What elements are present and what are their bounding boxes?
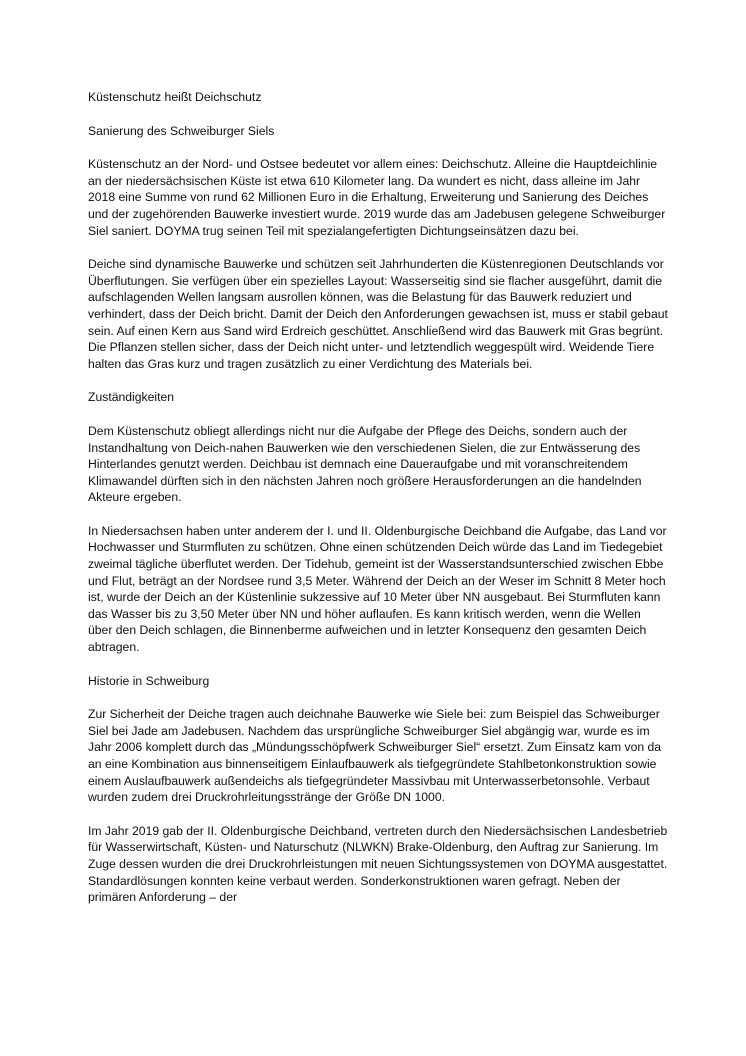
intro-paragraph: Küstenschutz an der Nord- und Ostsee bedeutet vor allem eines: Deichschutz. Alleine die Hauptdeichlinie an der niedersächsischen Küste ist etwa 610 Kilometer lang. Da wundert es nicht, dass alleine im Jahr 2018 eine Summe von rund 62 Millionen Euro in die Erhaltung, Erweiterung und Sanierung des Deiches und der zugehörenden Bauwerke investiert wurde. 2019 wurde das am Jadebusen gelegene Schweiburger Siel saniert. DOYMA trug seinen Teil mit spezialangefertigten Dichtungseinsätzen dazu bei. — [88, 157, 666, 238]
paragraph-niedersachsen: In Niedersachsen haben unter anderem der I. und II. Oldenburgische Deichband die Aufgabe, das Land vor Hochwasser und Sturmfluten zu schützen. Ohne einen schützenden Deich würde das Land im Tiedegebiet zweimal tägliche überflutet werden. Der Tidehub, gemeint ist der Wasserstandsunterschied zwischen Ebbe und Flut, beträgt an der Nordsee rund 3,5 Meter. Während der Deich an der Weser im Schnitt 8 Meter hoch ist, wurde der Deich an der Küstenlinie sukzessive auf 10 Meter über NN ausgebaut. Bei Sturmfluten kann das Wasser bis zu 3,50 Meter über NN und höher auflaufen. Es kann kritisch werden, wenn die Wellen über den Deich schlagen, die Binnenberme aufweichen und in letzter Konsequenz den gesamten Deich abtragen. — [88, 523, 667, 655]
paragraph-deiche: Deiche sind dynamische Bauwerke und schützen seit Jahrhunderten die Küstenregionen Deutschlands vor Überflutungen. Sie verfügen über ein spezielles Layout: Wasserseitig sind sie flacher ausgeführt, damit die aufschlagenden Wellen langsam ausrollen können, was die Belastung für das Bauwerk reduziert und verhindert, dass der Deich bricht. Damit der Deich den Anforderungen gewachsen ist, muss er stabil gebaut sein. Auf einen Kern aus Sand wird Erdreich geschüttet. Anschließend wird das Bauwerk mit Gras begrünt. Die Pflanzen stellen sicher, dass der Deich nicht unter- und letztendlich weggespült wird. Weidende Tiere halten das Gras kurz und tragen zusätzlich zu einer Verdichtung des Materials bei. — [88, 257, 668, 371]
document-title: Küstenschutz heißt Deichschutz — [88, 90, 262, 104]
paragraph-siele: Zur Sicherheit der Deiche tragen auch deichnahe Bauwerke wie Siele bei: zum Beispiel das Schweiburger Siel bei Jade am Jadebusen. Nachdem das ursprüngliche Schweiburger Siel abgängig war, wurde es im Jahr 2006 komplett durch das „Mündungsschöpfwerk Schweiburger Siel“ ersetzt. Zum Einsatz kam von da an eine Kombination aus binnenseitigem Einlaufbauwerk als tiefgegründete Stahlbetonkonstruktion sowie einem Auslaufbauwerk außendeichs als tiefgegründeter Massivbau mit Unterwasserbetonsohle. Verbaut wurden zudem drei Druckrohrleitungsstränge der Größe DN 1000. — [88, 707, 662, 805]
heading-zustaendigkeiten: Zuständigkeiten — [88, 390, 175, 405]
document-subtitle: Sanierung des Schweiburger Siels — [88, 123, 275, 138]
paragraph-sanierung: Im Jahr 2019 gab der II. Oldenburgische Deichband, vertreten durch den Niedersächsischen Landesbetrieb für Wasserwirtschaft, Küsten- und Naturschutz (NLWKN) Brake-Oldenburg, den Auftrag zur Sanierung. Im Zuge dessen wurden die drei Druckrohrleistungen mit neuen Sichtungssystemen von DOYMA ausgestattet. Standardlösungen konnten keine verbaut werden. Sonderkonstruktionen waren gefragt. Neben der primären Anforderung – der — [88, 823, 668, 905]
paragraph-kuestenschutz: Dem Küstenschutz obliegt allerdings nicht nur die Aufgabe der Pflege des Deichs, sondern auch der Instandhaltung von Deich-nahen Bauwerken wie den verschiedenen Sielen, die zur Entwässerung des Hinterlandes genutzt werden. Deichbau ist demnach eine Daueraufgabe und mit voranschreitendem Klimawandel dürften sich in den nächsten Jahren noch größere Herausforderungen an die handelnden Akteure ergeben. — [88, 423, 642, 505]
document-page — [88, 89, 668, 923]
heading-historie: Historie in Schweiburg — [88, 673, 210, 688]
